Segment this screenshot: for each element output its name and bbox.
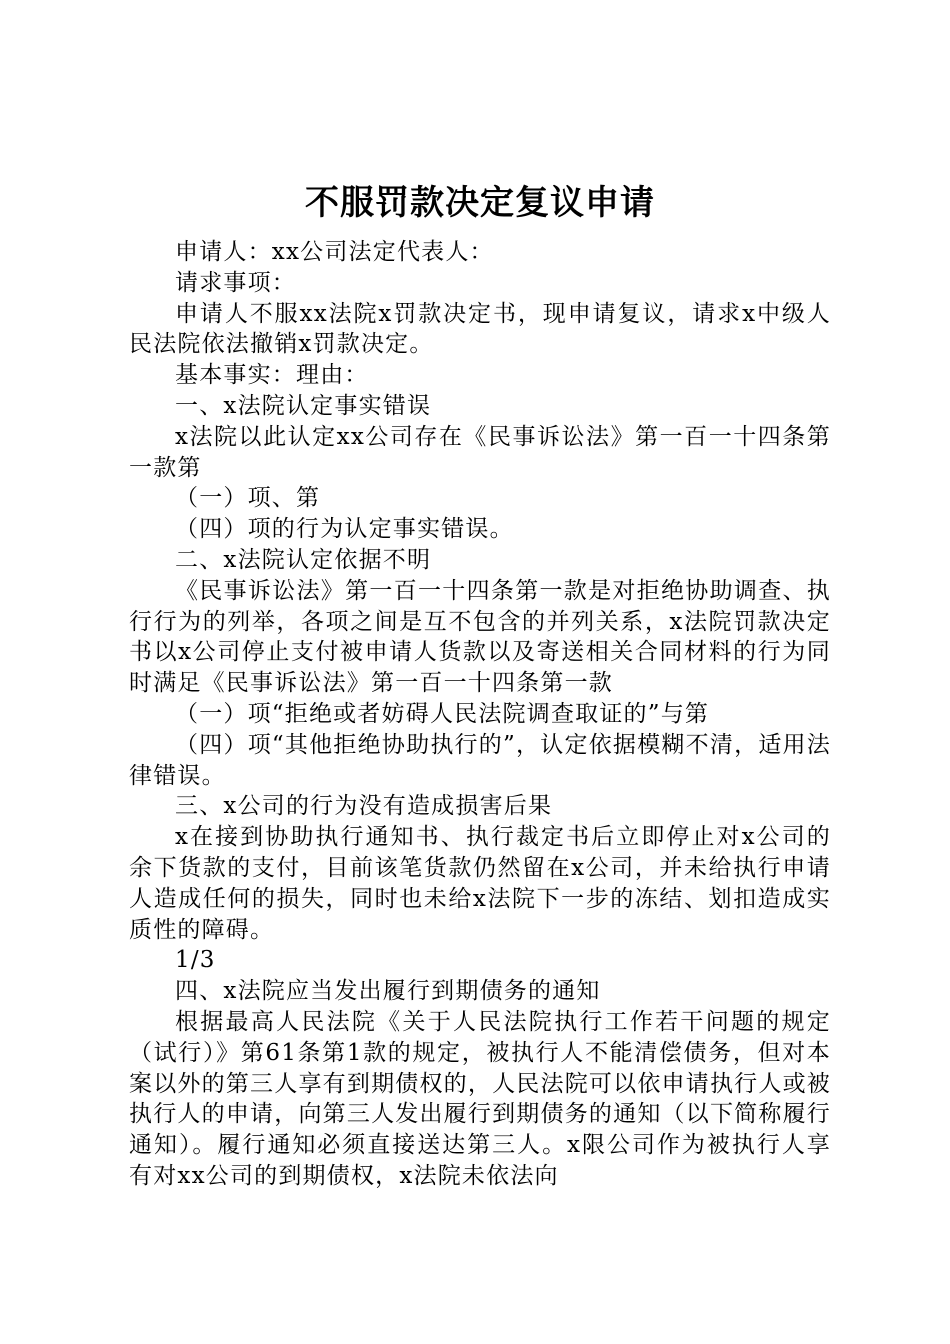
facts-heading: 基本事实：理由：	[175, 362, 369, 389]
section-4-paragraph: 根据最高人民法院《关于人民法院执行工作若干问题的规定（试行）》第61条第1款的规定，被执行人不能清偿债务，但对本案以外的第三人享有到期债权的，人民法院可以依申请执行人或被执行人的申请，向第三人发出履行到期债务的通知（以下简称履行通知）。履行通知必须直接送达第三人。x限公司作为被执行人享有对xx公司的到期债权，x法院未依法向	[129, 1008, 831, 1189]
request-content: 申请人不服xx法院x罚款决定书，现申请复议，请求x中级人民法院依法撤销x罚款决定。	[129, 300, 831, 358]
document-page	[129, 183, 831, 1192]
section-2-paragraph: 《民事诉讼法》第一百一十四条第一款是对拒绝协助调查、执行行为的列举，各项之间是互不包含的并列关系，x法院罚款决定书以x公司停止支付被申请人货款以及寄送相关合同材料的行为同时满足《民事诉讼法》第一百一十四条第一款	[129, 577, 831, 697]
section-1-item-a: （一）项、第	[175, 485, 321, 512]
section-3-paragraph: x在接到协助执行通知书、执行裁定书后立即停止对x公司的余下货款的支付，目前该笔货款仍然留在x公司，并未给执行申请人造成任何的损失，同时也未给x法院下一步的冻结、划扣造成实质性的障碍。	[129, 824, 831, 943]
section-1-paragraph: x法院以此认定xx公司存在《民事诉讼法》第一百一十四条第一款第	[129, 423, 831, 481]
document-body	[129, 237, 831, 1192]
section-heading-1: 一、x法院认定事实错误	[175, 392, 432, 419]
section-1-item-b: （四）项的行为认定事实错误。	[175, 516, 514, 543]
section-heading-3: 三、x公司的行为没有造成损害后果	[175, 793, 553, 820]
applicant-line: 申请人：xx公司法定代表人：	[175, 239, 494, 265]
section-heading-4: 四、x法院应当发出履行到期债务的通知	[175, 978, 601, 1005]
section-2-item-b: （四）项“其他拒绝协助执行的”，认定依据模糊不清，适用法律错误。	[129, 731, 831, 789]
section-2-item-a: （一）项“拒绝或者妨碍人民法院调查取证的”与第	[175, 700, 710, 727]
request-heading: 请求事项：	[175, 269, 296, 296]
document-title: 不服罚款决定复议申请	[305, 183, 655, 223]
page-number: 1/3	[175, 947, 216, 974]
section-heading-2: 二、x法院认定依据不明	[175, 546, 432, 573]
